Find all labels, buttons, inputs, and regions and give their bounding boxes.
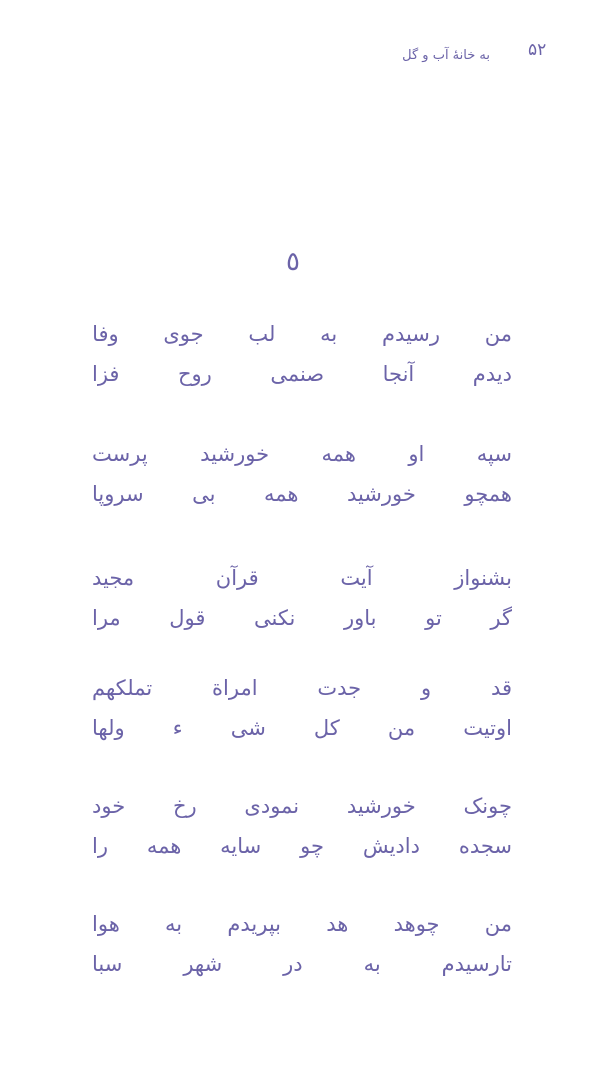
verse-line — [92, 826, 512, 866]
word: ء — [172, 716, 183, 740]
verse-line — [92, 474, 512, 514]
word: بشنواز — [454, 566, 512, 590]
verse-line — [92, 668, 512, 708]
word: همه — [263, 482, 299, 506]
word: سایه — [220, 834, 262, 858]
word: تو — [425, 606, 442, 630]
word: شهر — [183, 952, 223, 976]
word: روح — [177, 362, 212, 386]
stanza-4 — [92, 668, 512, 748]
word: هوا — [92, 912, 120, 936]
section-number: ٥ — [286, 247, 300, 277]
verse-line — [92, 786, 512, 826]
stanza-6 — [92, 904, 512, 984]
word: قرآن — [215, 566, 259, 590]
word: مرا — [92, 606, 121, 630]
page-number: ۵۲ — [528, 40, 547, 60]
word: وفا — [92, 322, 119, 346]
word: من — [484, 322, 512, 346]
word: رخ — [172, 794, 197, 818]
word: نمودی — [244, 794, 300, 818]
verse-line — [92, 314, 512, 354]
word: بی — [192, 482, 216, 506]
word: گر — [490, 606, 512, 630]
word: او — [408, 442, 425, 466]
verse-line — [92, 598, 512, 638]
word: همه — [146, 834, 182, 858]
word: سبا — [92, 952, 123, 976]
word: و — [420, 676, 432, 700]
word: قول — [169, 606, 206, 630]
word: نکنی — [254, 606, 296, 630]
word: چوهد — [393, 912, 440, 936]
word: خورشید — [200, 442, 270, 466]
word: بپریدم — [227, 912, 282, 936]
word: هد — [326, 912, 349, 936]
word: کل — [313, 716, 340, 740]
stanza-5 — [92, 786, 512, 866]
word: سروپا — [92, 482, 144, 506]
word: چونک — [463, 794, 512, 818]
word: فزا — [92, 362, 120, 386]
word: دیدم — [472, 362, 512, 386]
verse-line — [92, 558, 512, 598]
word: در — [283, 952, 303, 976]
word: خورشید — [346, 482, 416, 506]
word: پرست — [92, 442, 148, 466]
word: قد — [490, 676, 512, 700]
word: آنجا — [382, 362, 415, 386]
word: من — [387, 716, 416, 740]
word: امراة — [212, 676, 258, 700]
word: تارسیدم — [441, 952, 512, 976]
word: شی — [230, 716, 266, 740]
word: چو — [300, 834, 324, 858]
running-header-title: به خانهٔ آب و گل — [402, 48, 490, 63]
word: همه — [321, 442, 356, 466]
verse-line — [92, 944, 512, 984]
word: همچو — [464, 482, 512, 506]
verse-line — [92, 904, 512, 944]
word: را — [92, 834, 108, 858]
word: مجید — [92, 566, 135, 590]
word: سجده — [458, 834, 512, 858]
word: اوتیت — [463, 716, 512, 740]
word: لب — [248, 322, 276, 346]
word: باور — [343, 606, 377, 630]
word: من — [484, 912, 512, 936]
verse-line — [92, 354, 512, 394]
word: سپه — [476, 442, 512, 466]
word: دادیش — [362, 834, 420, 858]
word: به — [320, 322, 338, 346]
stanza-3 — [92, 558, 512, 638]
word: آیت — [340, 566, 373, 590]
word: خود — [92, 794, 126, 818]
word: جوی — [163, 322, 204, 346]
word: خورشید — [346, 794, 416, 818]
stanza-1 — [92, 314, 512, 394]
word: صنمی — [270, 362, 325, 386]
verse-line — [92, 434, 512, 474]
word: رسیدم — [381, 322, 441, 346]
word: به — [363, 952, 381, 976]
word: به — [165, 912, 183, 936]
word: جدت — [317, 676, 362, 700]
word: ولها — [92, 716, 125, 740]
stanza-2 — [92, 434, 512, 514]
word: تملکهم — [92, 676, 153, 700]
verse-line — [92, 708, 512, 748]
